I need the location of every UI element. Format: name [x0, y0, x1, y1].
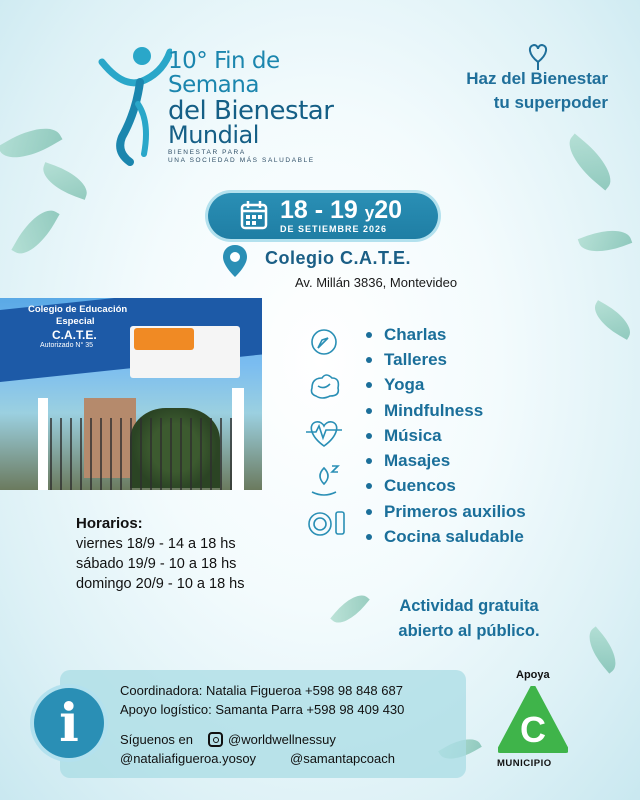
schedule-row: viernes 18/9 - 14 a 18 hs [76, 536, 236, 552]
banner-line3: C.A.T.E. [52, 328, 97, 342]
schedule-title: Horarios: [76, 515, 143, 532]
logo-title-line3: del Bienestar [168, 96, 334, 126]
school-photo [0, 298, 262, 490]
location-pin-icon [222, 244, 248, 278]
heart-icon [526, 40, 550, 70]
leaf-decoration [0, 117, 62, 170]
logistics-line: Apoyo logístico: Samanta Parra +598 98 409 430 [120, 702, 405, 717]
list-item: Masajes [366, 448, 526, 473]
sleep-icon [312, 466, 338, 495]
banner-line1: Colegio de Educación [28, 304, 128, 315]
event-month: DE SETIEMBRE 2026 [280, 224, 388, 234]
instagram-handle: @worldwellnessuy [228, 732, 336, 747]
photo-fence [40, 418, 240, 490]
list-item: Yoga [366, 373, 526, 398]
venue-address: Av. Millán 3836, Montevideo [295, 275, 458, 290]
municipio-logo-icon [498, 686, 568, 756]
logo-title-line4: Mundial [168, 121, 259, 149]
logo-subtitle-line2: UNA SOCIEDAD MÁS SALUDABLE [168, 157, 315, 164]
instagram-handle: @samantapcoach [290, 751, 395, 766]
free-activity-line2: abierto al público. [398, 622, 540, 640]
banner-line2: Especial [56, 316, 95, 327]
photo-post [38, 398, 48, 490]
list-item: Mindfulness [366, 398, 526, 423]
activity-icons [302, 326, 352, 546]
logo-title-line1: 10° Fin de [168, 48, 280, 74]
activities-list [366, 322, 526, 550]
list-item: Música [366, 423, 526, 448]
venue-name: Colegio C.A.T.E. [265, 248, 412, 268]
compass-icon [312, 330, 336, 354]
tagline-line2: tu superpoder [493, 93, 608, 112]
photo-post [232, 388, 244, 490]
leaf-decoration [580, 626, 624, 673]
instagram-handle: @nataliafigueroa.yosoy [120, 751, 257, 766]
leaf-decoration [578, 222, 633, 260]
leaf-decoration [38, 162, 93, 200]
food-icon [309, 512, 344, 535]
leaf-decoration [330, 588, 370, 630]
free-activity-line1: Actividad gratuita [399, 597, 539, 615]
list-item: Charlas [366, 322, 526, 347]
leaf-decoration [559, 134, 620, 191]
list-item: Cuencos [366, 474, 526, 499]
calendar-icon [240, 200, 268, 230]
banner-line4: Autorizado N° 35 [40, 342, 93, 349]
event-dates-last: 20 [374, 196, 403, 224]
list-item: Talleres [366, 347, 526, 372]
logo-title-line2: Semana [168, 72, 259, 98]
list-item: Primeros auxilios [366, 499, 526, 524]
sponsor-label: Apoya [516, 669, 550, 681]
event-dates [280, 196, 402, 225]
info-icon-letter: i [59, 693, 79, 754]
logo-subtitle-line1: BIENESTAR PARA [168, 149, 246, 156]
tagline-line1: Haz del Bienestar [466, 69, 608, 88]
leaf-decoration [588, 300, 637, 340]
school-sign-orange [134, 328, 194, 350]
coordinator-line: Coordinadora: Natalia Figueroa +598 98 848 687 [120, 683, 403, 698]
follow-label: Síguenos en [120, 732, 194, 747]
wellness-figure-logo [92, 42, 172, 167]
event-dates-main: 18 - 19 [280, 196, 358, 224]
event-dates-y: y [364, 203, 375, 222]
schedule-row: sábado 19/9 - 10 a 18 hs [76, 556, 237, 572]
brain-icon [312, 375, 339, 398]
heartbeat-icon [306, 422, 342, 446]
sponsor-name: MUNICIPIO [497, 758, 552, 769]
leaf-decoration [11, 202, 59, 262]
instagram-icon [208, 732, 223, 747]
schedule-row: domingo 20/9 - 10 a 18 hs [76, 576, 245, 592]
municipio-logo-letter: C [520, 709, 546, 750]
list-item: Cocina saludable [366, 524, 526, 549]
